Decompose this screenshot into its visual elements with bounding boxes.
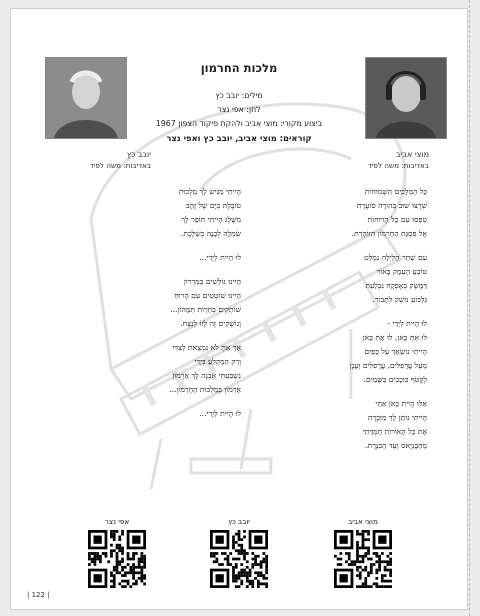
lyric-line: טִפְּסוּ עִם כָּל הָרוּחוֹת — [367, 215, 427, 224]
lyric-line: מֵעַל עֲרָפִלִּים, עֲרָפִלִּים וְעָנָן — [349, 361, 427, 370]
qr-block-motzi-aviv[interactable] — [333, 517, 393, 588]
stanza — [81, 341, 241, 397]
qr-code[interactable] — [88, 530, 146, 588]
cut-line — [469, 0, 470, 616]
lyric-line: שְׁרָצוּ שׁוּב בְּהוֹרָה סוֹעֶרֶת — [356, 201, 427, 210]
lyric-line: הָיִיתִי נוֹשֵׂאֵךְ עַל כַּפַּיִם — [364, 347, 427, 356]
words-credit: מילים: יובב כץ — [215, 91, 263, 100]
stanza — [81, 275, 241, 331]
stanza — [81, 407, 241, 421]
lyric-line: שׁוֹתְקִים בְּחַרְוֹת תִּמָּהוֹן... — [170, 305, 241, 314]
lyric-line: וְנוֹשְׁקִים זֶה לָזוֹ לְנֵצַח. — [180, 319, 241, 328]
caption-credit: באדיבות: משה לפיד — [367, 161, 429, 170]
lyric-line: כָּל הַמְּלָכִים הַשְּׁמוּחוֹת — [364, 187, 427, 196]
lyric-line: לְקָטֹף כּוֹכָבִים בַּשָּׁמַיִם. — [363, 375, 427, 384]
lyric-line: טוֹבֵעַ הָעֵמֶק בָּאוֹר — [376, 267, 427, 276]
lyric-line: הָיִינוּ גּוֹלְשִׁים בַּמִּדְרוֹן — [183, 277, 241, 286]
lyric-line: אִלּוּ הָיִית כָּאן אִתִּי — [375, 399, 427, 408]
qr-code[interactable] — [334, 530, 392, 588]
lyric-line: הָיִינוּ שׁוֹטְטִים עִם הָרוּחַ — [174, 291, 241, 300]
lyric-line: לוּ הָיִית לְיָדִי... — [199, 253, 241, 262]
song-title: מלכות החרמון — [200, 61, 278, 75]
lyric-line: עִם שַׁחַר הַלַּיְלָה נִמְלַט — [364, 253, 427, 262]
music-credit: לחן: אפי נצר — [217, 105, 261, 114]
lyric-line: נִשְׁבַּעְתִּי אֶבְנֶה לָךְ אַרְמוֹן — [172, 371, 241, 380]
lyric-line: אֶל פִּסְגַּת הַחֶרְמוֹן הַזּוֹהֶרֶת. — [351, 229, 427, 238]
caption-name: יובב כץ — [126, 150, 151, 159]
lyric-line: אַךְ אַתְּ לֹא נִמְצֵאת לְצִדִּי — [172, 343, 241, 352]
lyric-line: הָיִיתִי מַגִּישׁ לָךְ מַלְכוּת — [178, 187, 241, 196]
lyrics-column-left — [81, 185, 241, 431]
qr-label: יובב כץ — [228, 517, 250, 526]
song-credits — [111, 89, 367, 145]
qr-block-efi-netzer[interactable] — [87, 517, 147, 588]
caption-yovav-katz — [61, 149, 151, 171]
stanza — [267, 317, 427, 387]
lyric-line: גַּלְבּוֹעַ נוֹשֵׁק לְתָבוֹר. — [372, 295, 427, 304]
lyric-line: טוֹבֶלֶת בְּיָם שֶׁל זָהָב — [185, 201, 241, 210]
qr-code[interactable] — [210, 530, 268, 588]
lyric-line: וְרַק הַמַּקְלֵעַ בְּיָדִי — [194, 357, 241, 366]
lyrics-column-right — [267, 185, 427, 463]
stanza — [267, 251, 427, 307]
lyric-line: לוּ הָיִית לְיָדִי... — [199, 409, 241, 418]
caption-credit: באדיבות: משה לפיד — [89, 161, 151, 170]
lyric-line: לוּ אַתְּ כָּאן, לוּ אַתְּ כָּאן — [362, 333, 427, 342]
lyric-line: דַּמֶּשֶׂק בְּאָפְקָהּ נִבְלַעַת — [365, 281, 427, 290]
caption-name: מוצי אביב — [395, 150, 429, 159]
qr-label: אפי נצר — [104, 517, 130, 526]
qr-label: מוצי אביב — [348, 517, 378, 526]
readers-credit: קוראים: מוצי אביב, יובב כץ ואפי נצר — [166, 133, 312, 143]
stanza — [267, 185, 427, 241]
lyric-line: אַרְמוֹן בְּמַלְכוּת הַחֶרְמוֹן... — [169, 385, 241, 394]
songbook-page — [10, 8, 468, 610]
lyric-line: מִשֶּׁלֶג הָיִיתִי תּוֹפֵר לָךְ — [181, 215, 241, 224]
lyric-line: אֶת כָּל הָאוֹרוֹת חֶמְדָּתִי — [362, 427, 427, 436]
stanza — [267, 397, 427, 453]
performance-credit: ביצוע מקורי: מוצי אביב ולהקת פיקוד הצפון 1967 — [155, 119, 323, 128]
qr-block-yovav-katz[interactable] — [209, 517, 269, 588]
caption-motzi-aviv — [368, 149, 429, 171]
page-number: | 122 | — [27, 591, 50, 599]
lyric-line: מֵהַבָּנְיָאס וְעַד הַכִּנֶּרֶת. — [365, 441, 427, 450]
lyric-line: שִׂמְלָה לְבָנָה כְּשַׁלֶּכֶת. — [180, 229, 241, 238]
stanza — [81, 185, 241, 241]
stanza — [81, 251, 241, 265]
lyric-line: הָיִיתִי נוֹתֵן לָךְ מַזְכֶּרֶת — [367, 413, 427, 422]
lyric-line: לוּ הָיִית לְיָדִי - — [387, 319, 427, 328]
